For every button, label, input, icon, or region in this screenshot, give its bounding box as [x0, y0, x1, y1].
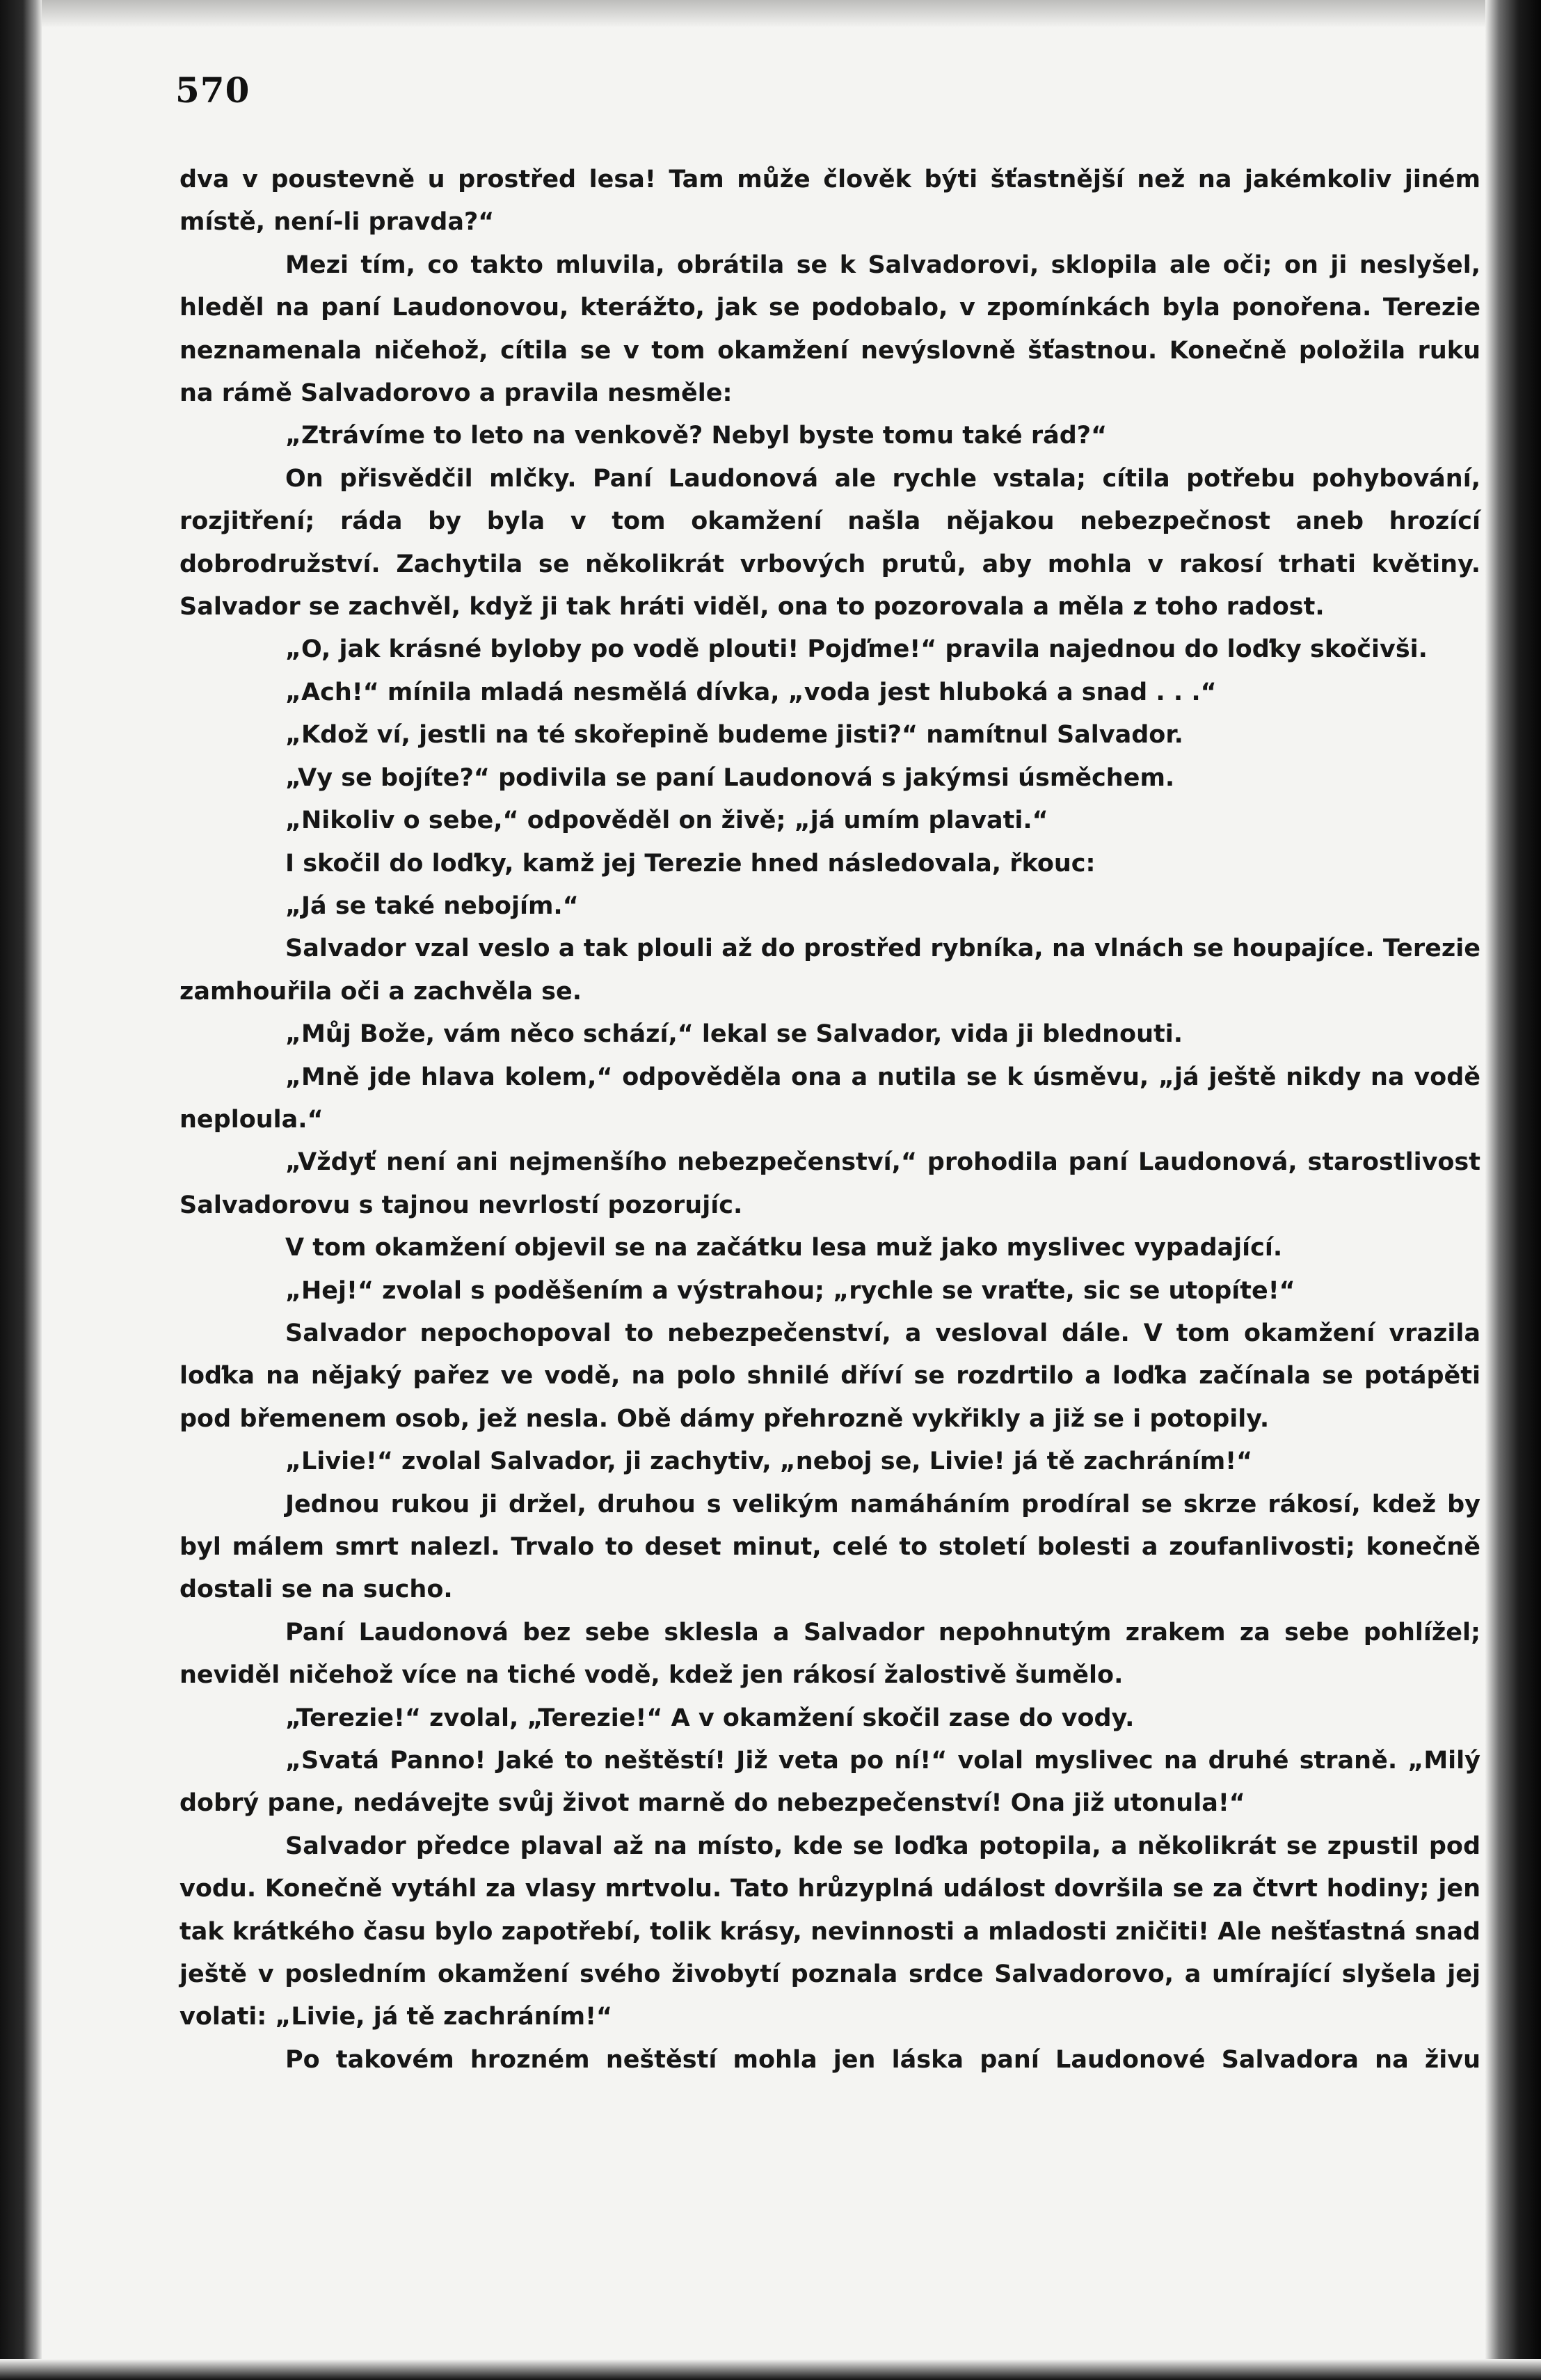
- paragraph: Po takovém hrozném neštěstí mohla jen láska paní Laudonové Salvadora na živu: [285, 2045, 1480, 2074]
- paragraph: dva v poustevně u prostřed lesa! Tam může člověk býti šťastnější než na jakémkoliv jiném místě, není-li pravda?“: [179, 166, 1480, 237]
- paragraph: „Ztrávíme to leto na venkově? Nebyl byste tomu také rád?“: [285, 422, 1108, 450]
- paragraph: „Vy se bojíte?“ podivila se paní Laudonová s jakýmsi úsměchem.: [285, 763, 1175, 792]
- paragraph: „Ach!“ mínila mladá nesmělá dívka, „voda jest hluboká a snad . . .“: [285, 678, 1217, 706]
- paragraph: „Já se také nebojím.“: [285, 891, 579, 920]
- paragraph: Jednou rukou ji držel, druhou s velikým namáháním prodíral se skrze rákosí, kdež by byl málem smrt nalezl. Trvalo to deset minut, celé to století bolesti a zoufanlivosti; konečně dostali se na sucho.: [179, 1490, 1480, 1604]
- paragraph: Salvador vzal veslo a tak plouli až do prostřed rybníka, na vlnách se houpajíce. Terezie zamhouřila oči a zachvěla se.: [179, 935, 1480, 1006]
- paragraph: „Terezie!“ zvolal, „Terezie!“ A v okamžení skočil zase do vody.: [285, 1704, 1135, 1732]
- paragraph: „Livie!“ zvolal Salvador, ji zachytiv, „neboj se, Livie! já tě zachráním!“: [285, 1447, 1253, 1476]
- paragraph: „Svatá Panno! Jaké to neštěstí! Již veta po ní!“ volal myslivec na druhé straně. „Milý dobrý pane, nedávejte svůj život marně do nebezpečenství! Ona již utonula!“: [179, 1747, 1480, 1818]
- paragraph: „Můj Bože, vám něco schází,“ lekal se Salvador, vida ji blednouti.: [285, 1020, 1183, 1049]
- paragraph: „Hej!“ zvolal s poděšením a výstrahou; „rychle se vraťte, sic se utopíte!“: [285, 1276, 1295, 1305]
- page-number: 570: [175, 70, 250, 111]
- paragraph: „Mně jde hlava kolem,“ odpověděla ona a nutila se k úsměvu, „já ještě nikdy na vodě neploula.“: [179, 1063, 1480, 1134]
- scan-edge-right: [1485, 0, 1541, 2380]
- scan-edge-bottom: [0, 2359, 1541, 2380]
- scan-edge-left: [0, 0, 42, 2380]
- paragraph: Salvador nepochopoval to nebezpečenství, a vesloval dále. V tom okamžení vrazila loďka na nějaký pařez ve vodě, na polo shnilé dříví se rozdrtilo a loďka začínala se potápěti pod břemenem osob, jež nesla. Obě dámy přehrozně vykřikly a již se i potopily.: [179, 1319, 1480, 1433]
- body-text: [179, 159, 1480, 2081]
- paragraph: „Nikoliv o sebe,“ odpověděl on živě; „já umím plavati.“: [285, 807, 1048, 835]
- paragraph: Salvador předce plaval až na místo, kde se loďka potopila, a několikrát se zpustil pod vodu. Konečně vytáhl za vlasy mrtvolu. Tato hrůzyplná událost dovršila se za čtvrt hodiny; jen tak krátkého času bylo zapotřebí, tolik krásy, nevinnosti a mladosti zničiti! Ale nešťastná snad ještě v posledním okamžení svého živobytí poznala srdce Salvadorovo, a umírající slyšela jej volati: „Livie, já tě zachráním!“: [179, 1832, 1480, 2031]
- paragraph: Mezi tím, co takto mluvila, obrátila se k Salvadorovi, sklopila ale oči; on ji neslyšel, hleděl na paní Laudonovou, kterážto, jak se podobalo, v zpomínkách byla ponořena. Terezie neznamenala ničehož, cítila se v tom okamžení nevýslovně šťastnou. Konečně položila ruku na rámě Salvadorovo a pravila nesměle:: [179, 251, 1480, 408]
- paragraph: Paní Laudonová bez sebe sklesla a Salvador nepohnutým zrakem za sebe pohlížel; neviděl ničehož více na tiché vodě, kdež jen rákosí žalostivě šumělo.: [179, 1618, 1480, 1690]
- paragraph: „Vždyť není ani nejmenšího nebezpečenství,“ prohodila paní Laudonová, starostlivost Salvadorovu s tajnou nevrlostí pozorujíc.: [179, 1148, 1480, 1219]
- paragraph: „O, jak krásné byloby po vodě plouti! Pojďme!“ pravila najednou do loďky skočivši.: [285, 635, 1428, 664]
- paragraph: „Kdož ví, jestli na té skořepině budeme jisti?“ namítnul Salvador.: [285, 721, 1183, 749]
- paragraph: I skočil do loďky, kamž jej Terezie hned následovala, řkouc:: [285, 849, 1096, 878]
- scan-edge-top: [0, 0, 1541, 28]
- paragraph: On přisvědčil mlčky. Paní Laudonová ale rychle vstala; cítila potřebu pohybování, rozjitření; ráda by byla v tom okamžení našla nějakou nebezpečnost aneb hrozící dobrodružství. Zachytila se několikrát vrbových prutů, aby mohla v rakosí trhati květiny. Salvador se zachvěl, když ji tak hráti viděl, ona to pozorovala a měla z toho radost.: [179, 464, 1480, 621]
- paragraph: V tom okamžení objevil se na začátku lesa muž jako myslivec vypadající.: [285, 1234, 1283, 1262]
